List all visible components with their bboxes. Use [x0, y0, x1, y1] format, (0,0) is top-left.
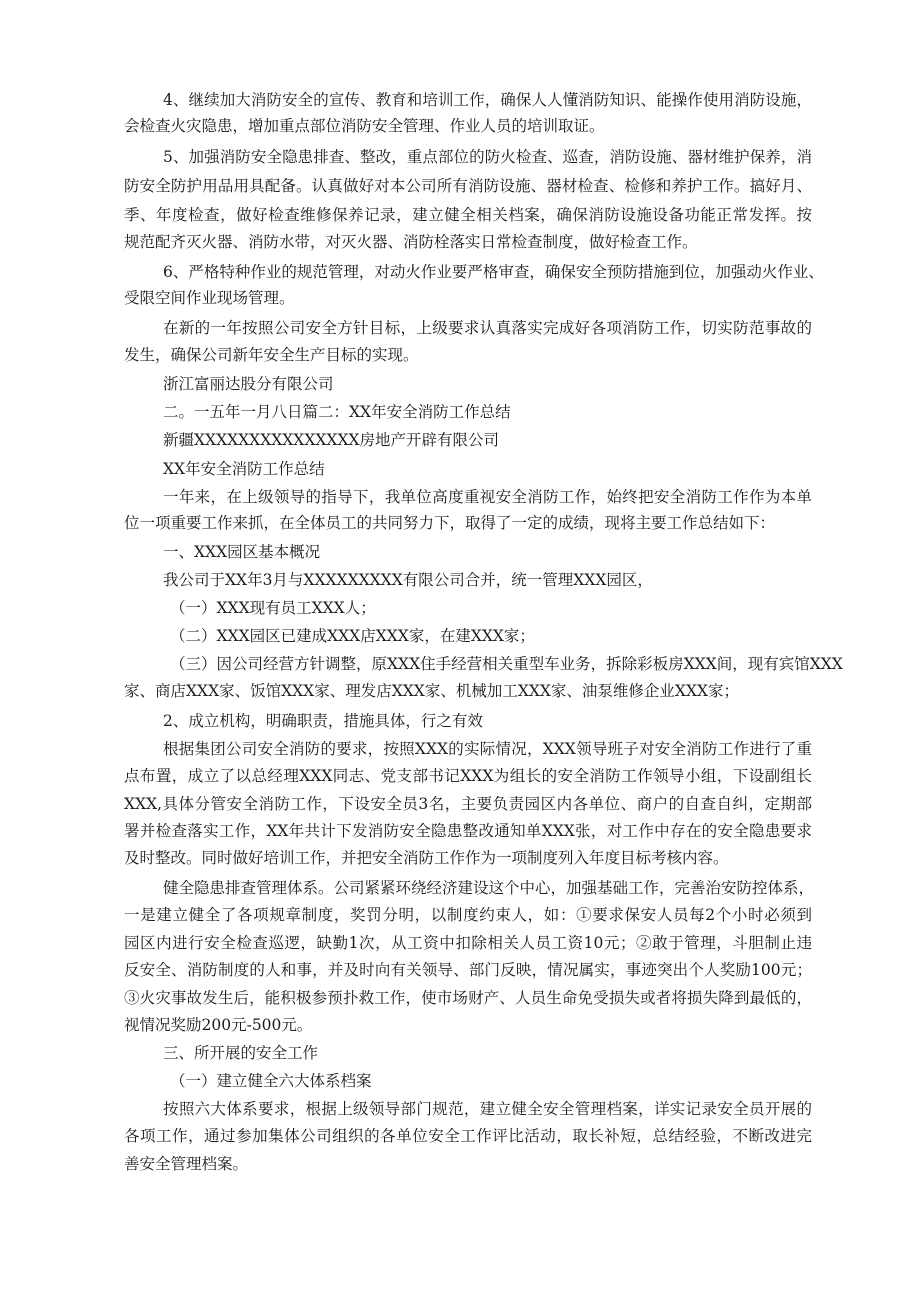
hazard-para-line-1: 健全隐患排查管理体系。公司紧紧环绕经济建设这个中心，加强基础工作，完善治安防控体系，	[163, 879, 815, 897]
item-3-line-2: 家、商店XXX家、饭馆XXX家、理发店XXX家、机械加工XXX家、油泵维修企业XXX家；	[124, 682, 740, 700]
date-and-section-title: 二。一五年一月八日篇二：XX年安全消防工作总结	[163, 403, 511, 421]
section-2-line-2: 点布置，成立了以总经理XXX同志、党支部书记XXX为组长的安全消防工作领导小组，下设副组长	[124, 767, 812, 785]
hazard-para-line-6: 视情况奖励200元-500元。	[124, 1016, 313, 1034]
section-2-line-3: XXX,具体分管安全消防工作，下设安全员3名，主要负责园区内各单位、商户的自查自纠，定期部	[124, 795, 812, 813]
company-name: 新疆XXXXXXXXXXXXXXX房地产开辟有限公司	[163, 431, 500, 449]
company-signature: 浙江富丽达股分有限公司	[163, 375, 334, 393]
section-1-text: 我公司于XX年3月与XXXXXXXXX有限公司合并，统一管理XXX园区，	[163, 571, 653, 589]
hazard-para-line-5: ③火灾事故发生后，能积极参预扑救工作，使市场财产、人员生命免受损失或者将损失降到最低的，	[124, 989, 812, 1007]
hazard-para-line-2: 一是建立健全了各项规章制度，奖罚分明，以制度约束人，如：①要求保安人员每2个小时必须到	[124, 906, 812, 924]
section-2-line-5: 及时整改。同时做好培训工作，并把安全消防工作作为一项制度列入年度目标考核内容。	[124, 849, 729, 867]
section-3-subheading: （一）建立健全六大体系档案	[170, 1072, 372, 1090]
closing-paragraph-line-1: 在新的一年按照公司安全方针目标，上级要求认真落实完成好各项消防工作，切实防范事故的	[163, 319, 812, 337]
paragraph-5-line-2: 防安全防护用品用具配备。认真做好对本公司所有消防设施、器材检查、检修和养护工作。搞好月、	[124, 177, 812, 195]
paragraph-4-line-2: 会检查火灾隐患，增加重点部位消防安全管理、作业人员的培训取证。	[124, 117, 605, 135]
section-1-heading: 一、XXX园区基本概况	[163, 543, 321, 561]
closing-paragraph-line-2: 发生，确保公司新年安全生产目标的实现。	[124, 346, 419, 364]
paragraph-6-line-1: 6、严格特种作业的规范管理，对动火作业要严格审查，确保安全预防措施到位，加强动火作业、	[163, 263, 824, 281]
section-2-line-1: 根据集团公司安全消防的要求，按照XXX的实际情况，XXX领导班子对安全消防工作进行了重	[163, 740, 812, 758]
section-3-line-1: 按照六大体系要求，根据上级领导部门规范，建立健全安全管理档案，详实记录安全员开展的	[163, 1100, 812, 1118]
paragraph-4-line-1: 4、继续加大消防安全的宣传、教育和培训工作，确保人人懂消防知识、能操作使用消防设施，	[163, 91, 812, 109]
item-1: （一）XXX现有员工XXX人；	[170, 599, 376, 617]
section-3-heading: 三、所开展的安全工作	[163, 1044, 319, 1062]
item-2: （二）XXX园区已建成XXX店XXX家，在建XXX家；	[170, 627, 535, 645]
intro-line-1: 一年来，在上级领导的指导下，我单位高度重视安全消防工作，始终把安全消防工作作为本单	[163, 488, 812, 506]
report-title: XX年安全消防工作总结	[163, 460, 325, 478]
section-2-heading: 2、成立机构，明确职责，措施具体，行之有效	[163, 712, 483, 730]
paragraph-5-line-4: 规范配齐灭火器、消防水带，对灭火器、消防栓落实日常检查制度，做好检查工作。	[124, 233, 698, 251]
hazard-para-line-3: 园区内进行安全检查巡逻，缺勤1次，从工资中扣除相关人员工资10元；②敢于管理，斗胆制止违	[124, 934, 812, 952]
hazard-para-line-4: 反安全、消防制度的人和事，并及时向有关领导、部门反映，情况属实，事迹突出个人奖励100元；	[124, 961, 812, 979]
paragraph-5-line-3: 季、年度检查，做好检查维修保养记录，建立健全相关档案，确保消防设施设备功能正常发挥。按	[124, 206, 812, 224]
section-3-line-2: 各项工作，通过参加集体公司组织的各单位安全工作评比活动，取长补短，总结经验，不断改进完	[124, 1127, 812, 1145]
paragraph-6-line-2: 受限空间作业现场管理。	[124, 289, 295, 307]
intro-line-2: 位一项重要工作来抓，在全体员工的共同努力下，取得了一定的成绩，现将主要工作总结如下：	[124, 514, 776, 532]
paragraph-5-line-1: 5、加强消防安全隐患排查、整改，重点部位的防火检查、巡查，消防设施、器材维护保养，消	[163, 148, 812, 166]
item-3-line-1: （三）因公司经营方针调整，原XXX住手经营相关重型车业务，拆除彩板房XXX间，现有宾馆XXX	[170, 655, 843, 673]
section-2-line-4: 署并检查落实工作，XX年共计下发消防安全隐患整改通知单XXX张，对工作中存在的安全隐患要求	[124, 822, 812, 840]
section-3-line-3: 善安全管理档案。	[124, 1155, 249, 1173]
